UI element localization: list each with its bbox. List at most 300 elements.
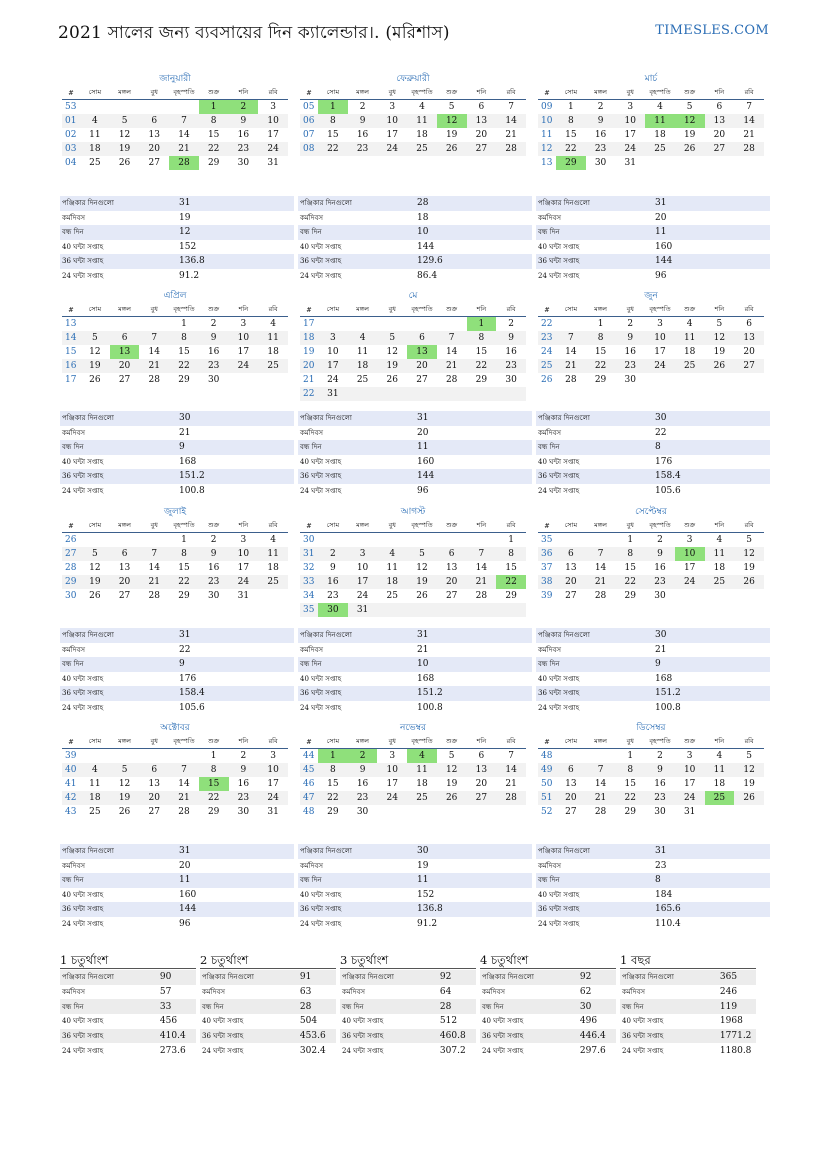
day-cell: 19: [445, 779, 458, 789]
stat-value: 151.2: [653, 686, 770, 701]
week-number: 45: [300, 763, 318, 777]
day-cell: 19: [407, 575, 437, 589]
day-cell: 18: [80, 791, 110, 805]
stat-value: 158.4: [177, 686, 294, 701]
day-cell: 26: [416, 591, 428, 601]
day-cell: [734, 156, 764, 170]
day-cell: 1: [181, 535, 187, 545]
day-cell: 14: [594, 779, 607, 789]
day-cell: 26: [705, 359, 735, 373]
brand-link[interactable]: TIMESLES.COM: [655, 23, 769, 38]
day-cell: 15: [207, 130, 220, 140]
quarter-value: 246: [719, 987, 738, 998]
day-cell: [110, 533, 140, 548]
stat-value: 30: [653, 411, 770, 426]
quarter-label: কর্মদিবস: [342, 988, 365, 997]
quarter-row: [620, 970, 756, 985]
day-cell: 26: [386, 375, 398, 385]
day-cell: 3: [686, 535, 693, 545]
day-cell: 29: [624, 807, 636, 817]
weekday-header: মঙ্গল: [348, 735, 378, 749]
week-row: [300, 331, 526, 345]
stat-value: 20: [655, 212, 667, 223]
week-number: 39: [65, 751, 77, 761]
day-cell: 27: [467, 791, 497, 805]
week-row: [300, 142, 526, 156]
month-stats: [60, 196, 294, 283]
week-row: [62, 128, 288, 142]
stat-row: [536, 426, 770, 441]
stat-label: পঞ্জিকার দিনগুলো: [298, 411, 415, 426]
stat-row: [60, 628, 294, 643]
weekday-header: শুক্র: [675, 519, 705, 533]
day-cell: 9: [586, 114, 616, 128]
stat-label: 36 ঘন্টা সপ্তাহ: [60, 902, 177, 917]
stat-label: কর্মদিবস: [62, 861, 85, 870]
week-row: [538, 749, 764, 764]
stat-value: 151.2: [177, 469, 294, 484]
day-cell: 2: [318, 547, 348, 561]
day-cell: 3: [686, 751, 693, 761]
day-cell: 5: [377, 331, 407, 345]
day-cell: 25: [258, 575, 288, 589]
stat-value: 31: [177, 196, 294, 211]
month-grid: [538, 303, 764, 387]
day-cell: 16: [237, 779, 250, 789]
quarter-label: পঞ্জিকার দিনগুলো: [480, 970, 578, 985]
stat-label: 40 ঘন্টা সপ্তাহ: [538, 890, 580, 899]
day-cell: 20: [110, 359, 140, 373]
day-cell: 22: [199, 791, 229, 805]
month-calendar: [62, 290, 288, 387]
day-cell: 28: [148, 591, 160, 601]
week-row: [300, 749, 526, 764]
quarter-label: পঞ্জিকার দিনগুলো: [200, 970, 298, 985]
month-stats: [536, 411, 770, 498]
weekday-header: বুধ: [377, 86, 407, 100]
day-cell: [675, 156, 705, 170]
weekday-header: বৃহস্পতি: [407, 519, 437, 533]
quarter-value: 512: [439, 1016, 458, 1027]
stat-value: 20: [179, 860, 191, 871]
day-cell: 10: [615, 114, 645, 128]
day-cell: 2: [597, 102, 604, 112]
day-cell: 30: [207, 375, 220, 385]
day-cell: 29: [178, 375, 190, 385]
week-row: [62, 142, 288, 156]
day-cell: 27: [445, 591, 458, 601]
day-cell: 11: [386, 563, 398, 573]
week-row: [538, 777, 764, 791]
stat-row: [298, 196, 532, 211]
day-cell: 13: [148, 130, 160, 140]
week-row: [538, 791, 764, 805]
day-cell: 17: [348, 575, 378, 589]
day-cell: 10: [356, 563, 369, 573]
stat-value: 19: [179, 212, 191, 223]
day-cell: 12: [734, 763, 764, 777]
quarter-label: পঞ্জিকার দিনগুলো: [620, 970, 718, 985]
day-cell: 31: [237, 591, 250, 601]
stat-row: [60, 844, 294, 859]
weekday-header: বুধ: [615, 303, 645, 317]
day-cell: 13: [467, 763, 497, 777]
day-cell: 12: [416, 563, 428, 573]
week-row: [300, 387, 526, 401]
day-cell: 4: [407, 749, 437, 764]
stat-value: 30: [415, 844, 532, 859]
weekday-header: বৃহস্পতি: [645, 519, 675, 533]
day-cell: 18: [713, 563, 726, 573]
day-cell: 1: [210, 751, 217, 761]
stat-label: 24 ঘন্টা সপ্তাহ: [62, 919, 104, 928]
month-calendar: [62, 73, 288, 170]
stat-row: [60, 643, 294, 658]
day-cell: [110, 317, 140, 332]
day-cell: 26: [437, 791, 467, 805]
stat-label: 40 ঘন্টা সপ্তাহ: [300, 674, 342, 683]
stat-row: [60, 240, 294, 255]
day-cell: [348, 387, 378, 401]
stat-label: 24 ঘন্টা সপ্তাহ: [62, 703, 104, 712]
month-name: জুন: [644, 291, 658, 301]
day-cell: 27: [467, 142, 497, 156]
day-cell: 2: [627, 319, 634, 329]
quarter-label: বন্ধ দিন: [340, 999, 438, 1014]
day-cell: [705, 156, 735, 170]
stat-label: 40 ঘন্টা সপ্তাহ: [62, 674, 104, 683]
weekday-header: রবি: [734, 86, 764, 100]
day-cell: [467, 603, 497, 617]
week-number: 20: [300, 359, 318, 373]
weekday-header: সোম: [556, 303, 586, 317]
day-cell: 5: [448, 751, 455, 761]
weekday-header: শুক্র: [199, 519, 229, 533]
day-cell: 16: [207, 347, 220, 357]
day-cell: 9: [229, 114, 259, 128]
weekday-header: রবি: [258, 519, 288, 533]
day-cell: [348, 533, 378, 548]
month-calendar: [300, 722, 526, 819]
day-cell: 12: [705, 331, 735, 345]
stat-label: 40 ঘন্টা সপ্তাহ: [538, 242, 580, 251]
quarter-row: [200, 999, 336, 1014]
weekday-header: #: [62, 86, 80, 100]
day-cell: [437, 317, 467, 332]
stat-value: 144: [417, 241, 435, 252]
stat-row: [298, 672, 532, 687]
stat-value: 160: [417, 456, 435, 467]
stat-value: 31: [177, 628, 294, 643]
quarter-row: [480, 1014, 616, 1029]
quarter-row: [60, 999, 196, 1014]
day-cell: 30: [594, 158, 607, 168]
day-cell: 25: [407, 142, 437, 156]
day-cell: 25: [356, 375, 369, 385]
day-cell: 9: [496, 331, 526, 345]
week-row: [62, 805, 288, 819]
week-number: 33: [300, 575, 318, 589]
stat-row: [536, 902, 770, 917]
stat-row: [298, 701, 532, 716]
day-cell: [407, 805, 437, 819]
stat-label: 36 ঘন্টা সপ্তাহ: [60, 254, 177, 269]
day-cell: 1: [627, 751, 634, 761]
quarter-value: 307.2: [439, 1045, 466, 1056]
week-row: [538, 331, 764, 345]
stat-row: [60, 269, 294, 284]
quarter-label: কর্মদিবস: [482, 988, 505, 997]
day-cell: 6: [746, 319, 752, 329]
day-cell: 24: [356, 591, 369, 601]
weekday-header: মঙ্গল: [586, 519, 616, 533]
day-cell: 30: [654, 807, 666, 817]
day-cell: 16: [505, 347, 517, 357]
day-cell: 11: [705, 547, 735, 561]
week-row: [300, 359, 526, 373]
stat-label: 24 ঘন্টা সপ্তাহ: [538, 271, 580, 280]
stat-row: [298, 440, 532, 455]
day-cell: 17: [237, 563, 250, 573]
day-cell: 4: [657, 102, 663, 112]
quarter-row: [340, 970, 476, 985]
stat-label: কর্মদিবস: [62, 428, 85, 437]
quarter-label: পঞ্জিকার দিনগুলো: [60, 970, 158, 985]
quarter-value: 1968: [719, 1016, 743, 1027]
day-cell: 10: [258, 763, 288, 777]
day-cell: 13: [565, 779, 577, 789]
month-stats: [536, 844, 770, 931]
day-cell: 16: [318, 575, 348, 589]
quarter-row: [480, 1029, 616, 1044]
day-cell: 15: [624, 779, 636, 789]
weekday-header: বুধ: [615, 735, 645, 749]
weekday-header: বুধ: [377, 303, 407, 317]
month-grid: [300, 303, 526, 401]
day-cell: 17: [683, 779, 696, 789]
quarter-value: 496: [579, 1016, 598, 1027]
stat-value: 100.8: [417, 702, 443, 713]
stat-row: [536, 873, 770, 888]
day-cell: 1: [318, 749, 348, 764]
quarter-row: [340, 1029, 476, 1044]
stat-row: [60, 411, 294, 426]
stat-value: 110.4: [655, 918, 681, 929]
day-cell: 29: [327, 807, 339, 817]
day-cell: 6: [407, 331, 437, 345]
week-number: 38: [538, 575, 556, 589]
day-cell: 14: [565, 347, 577, 357]
day-cell: 21: [169, 142, 199, 156]
quarter-row: [340, 1014, 476, 1029]
quarter-label: 24 ঘন্টা সপ্তাহ: [622, 1046, 664, 1055]
month-name: জানুয়ারী: [159, 74, 191, 84]
quarter-label: 40 ঘন্টা সপ্তাহ: [62, 1017, 104, 1026]
day-cell: 29: [505, 591, 517, 601]
stat-label: 24 ঘন্টা সপ্তাহ: [300, 486, 342, 495]
stat-row: [298, 657, 532, 672]
day-cell: 8: [169, 331, 199, 345]
weekday-header: রবি: [734, 303, 764, 317]
day-cell: 10: [645, 331, 675, 345]
week-row: [62, 547, 288, 561]
week-row: [538, 575, 764, 589]
day-cell: 28: [565, 375, 577, 385]
stat-value: 9: [177, 657, 294, 672]
day-cell: 9: [615, 331, 645, 345]
day-cell: [437, 387, 467, 401]
month-calendar: [62, 506, 288, 603]
stat-row: [536, 469, 770, 484]
weekday-header: বৃহস্পতি: [169, 86, 199, 100]
quarter-title: 4 চতুর্থাংশ: [480, 952, 616, 969]
day-cell: 25: [645, 142, 675, 156]
stat-row: [298, 269, 532, 284]
weekday-header: শুক্র: [199, 86, 229, 100]
day-cell: 4: [686, 319, 693, 329]
day-cell: 22: [586, 359, 616, 373]
stat-label: 40 ঘন্টা সপ্তাহ: [538, 674, 580, 683]
day-cell: 3: [318, 331, 348, 345]
week-number: 53: [65, 102, 77, 112]
stat-row: [60, 917, 294, 932]
month-calendar: [300, 506, 526, 617]
stat-label: পঞ্জিকার দিনগুলো: [298, 628, 415, 643]
day-cell: 22: [615, 791, 645, 805]
weekday-header: রবি: [258, 303, 288, 317]
month-calendar: [538, 506, 764, 603]
week-number: 07: [303, 130, 315, 140]
day-cell: 24: [645, 359, 675, 373]
stat-row: [536, 672, 770, 687]
stat-row: [536, 657, 770, 672]
day-cell: 17: [386, 779, 398, 789]
week-row: [538, 114, 764, 128]
weekday-header: বৃহস্পতি: [407, 735, 437, 749]
stat-label: বন্ধ দিন: [536, 440, 653, 455]
day-cell: 1: [199, 100, 229, 115]
day-cell: [377, 805, 407, 819]
quarter-summary: [60, 952, 196, 1058]
weekday-header: মঙ্গল: [348, 303, 378, 317]
stat-label: 40 ঘন্টা সপ্তাহ: [538, 457, 580, 466]
day-cell: 14: [178, 779, 190, 789]
day-cell: [258, 589, 288, 603]
day-cell: 13: [565, 563, 577, 573]
weekday-header: বৃহস্পতি: [645, 86, 675, 100]
day-cell: 3: [240, 319, 247, 329]
stat-value: 91.2: [417, 918, 438, 929]
stat-label: 24 ঘন্টা সপ্তাহ: [300, 703, 342, 712]
day-cell: 15: [327, 779, 339, 789]
day-cell: 19: [80, 575, 110, 589]
day-cell: [734, 589, 764, 603]
week-number: 22: [300, 387, 318, 401]
day-cell: 21: [139, 359, 169, 373]
week-row: [62, 114, 288, 128]
day-cell: 26: [675, 142, 705, 156]
stat-row: [298, 469, 532, 484]
day-cell: 18: [348, 359, 378, 373]
weekday-header: #: [538, 86, 556, 100]
day-cell: 31: [683, 807, 696, 817]
day-cell: 12: [437, 763, 467, 777]
stat-row: [60, 657, 294, 672]
weekday-header: শনি: [705, 303, 735, 317]
day-cell: 1: [181, 319, 187, 329]
day-cell: 17: [318, 359, 348, 373]
week-row: [300, 575, 526, 589]
stat-value: 136.8: [177, 254, 294, 269]
weekday-header: সোম: [80, 86, 110, 100]
day-cell: 25: [705, 791, 735, 805]
week-number: 50: [541, 779, 553, 789]
day-cell: 8: [615, 547, 645, 561]
month-grid: [62, 519, 288, 603]
weekday-header: বুধ: [139, 86, 169, 100]
day-cell: 11: [356, 347, 369, 357]
quarter-row: [620, 1043, 756, 1058]
day-cell: 13: [407, 345, 437, 359]
month-stats: [298, 844, 532, 931]
week-number: 36: [538, 547, 556, 561]
quarter-value: 90: [158, 970, 196, 985]
quarter-value: 62: [579, 987, 592, 998]
day-cell: 28: [594, 591, 607, 601]
day-cell: 19: [80, 359, 110, 373]
week-row: [62, 359, 288, 373]
stat-value: 21: [179, 427, 191, 438]
day-cell: 9: [348, 114, 378, 128]
week-row: [62, 589, 288, 603]
stat-value: 158.4: [653, 469, 770, 484]
day-cell: 31: [624, 158, 636, 168]
day-cell: 7: [169, 114, 199, 128]
stat-label: 36 ঘন্টা সপ্তাহ: [298, 469, 415, 484]
weekday-header: মঙ্গল: [110, 735, 140, 749]
week-row: [62, 791, 288, 805]
day-cell: 9: [645, 763, 675, 777]
day-cell: 12: [675, 114, 705, 128]
day-cell: 11: [705, 763, 735, 777]
weekday-header: বুধ: [377, 735, 407, 749]
stat-value: 129.6: [415, 254, 532, 269]
quarter-label: বন্ধ দিন: [480, 999, 578, 1014]
quarter-row: [620, 1029, 756, 1044]
day-cell: 26: [734, 575, 764, 589]
quarter-value: 1771.2: [718, 1029, 756, 1044]
month-stats: [536, 628, 770, 715]
stat-label: 36 ঘন্টা সপ্তাহ: [60, 686, 177, 701]
day-cell: [437, 805, 467, 819]
stat-value: 9: [177, 440, 294, 455]
day-cell: 4: [270, 535, 276, 545]
day-cell: 15: [475, 347, 488, 357]
quarter-summary: [340, 952, 476, 1058]
day-cell: 14: [178, 130, 190, 140]
stat-label: 36 ঘন্টা সপ্তাহ: [536, 686, 653, 701]
day-cell: 2: [210, 535, 217, 545]
week-number: 46: [303, 779, 315, 789]
day-cell: 18: [416, 130, 428, 140]
week-row: [538, 128, 764, 142]
day-cell: 20: [475, 779, 488, 789]
weekday-header: রবি: [496, 303, 526, 317]
day-cell: 8: [318, 114, 348, 128]
day-cell: 2: [359, 102, 366, 112]
day-cell: 21: [139, 575, 169, 589]
day-cell: 18: [416, 779, 428, 789]
